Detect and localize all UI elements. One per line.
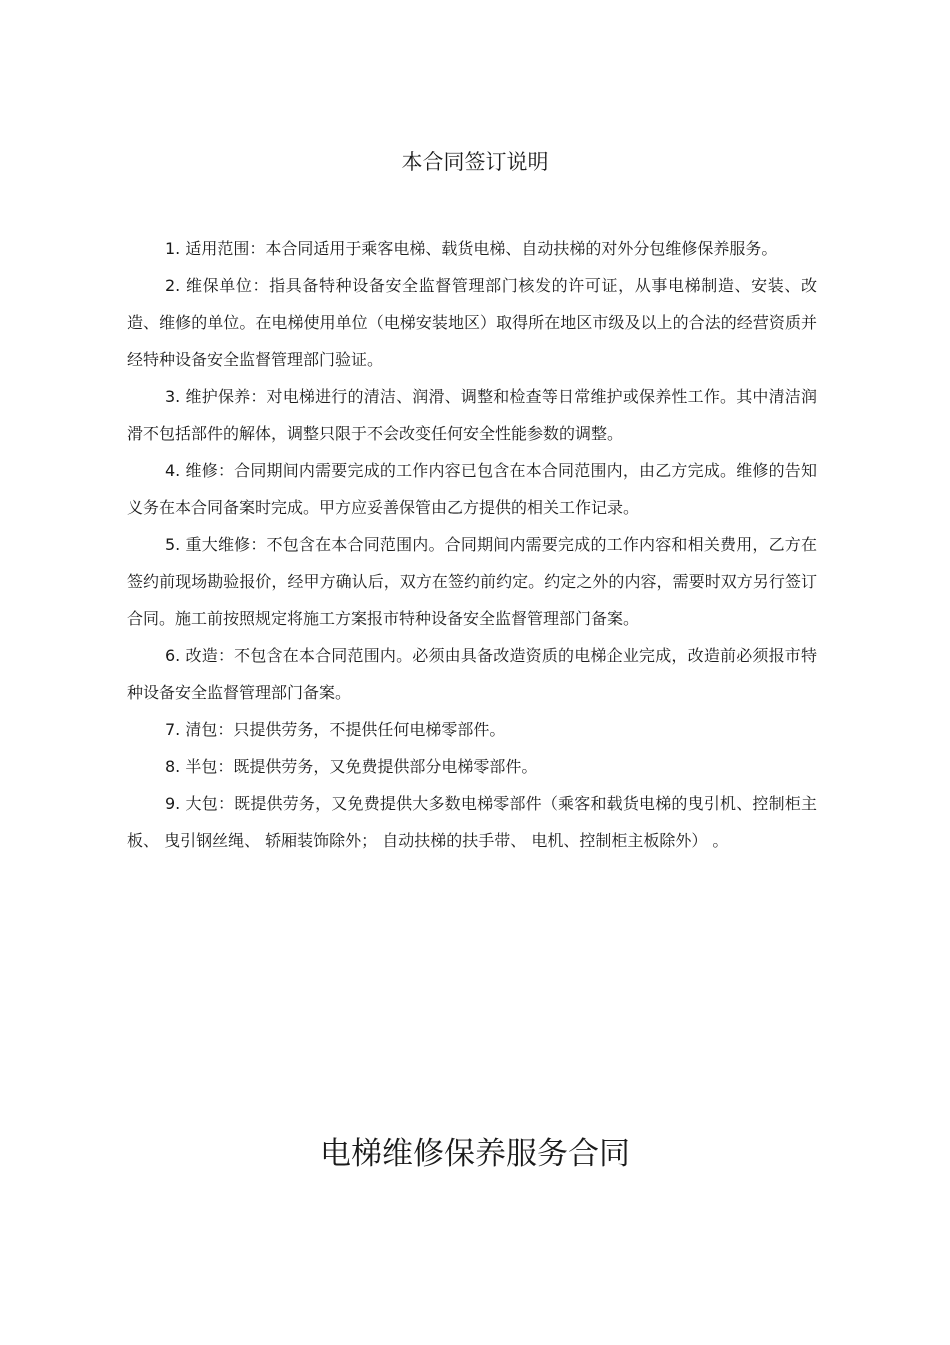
clause-item: 8. 半包：既提供劳务，又免费提供部分电梯零部件。 (165, 757, 538, 776)
clause-item: 6. 改造：不包含在本合同范围内。必须由具备改造资质的电梯企业完成，改造前必须报市特种设备安全监督管理部门备案。 (127, 646, 817, 702)
clause-item: 7. 清包：只提供劳务，不提供任何电梯零部件。 (165, 720, 506, 739)
notes-title: 本合同签订说明 (401, 150, 549, 174)
clause-item: 9. 大包：既提供劳务，又免费提供大多数电梯零部件（乘客和载货电梯的曳引机、控制柜主板、 曳引钢丝绳、 轿厢装饰除外； 自动扶梯的扶手带、 电机、控制柜主板除外） 。 (127, 794, 817, 850)
clause-item: 5. 重大维修：不包含在本合同范围内。合同期间内需要完成的工作内容和相关费用，乙方在签约前现场勘验报价，经甲方确认后，双方在签约前约定。约定之外的内容，需要时双方另行签订合同。施工前按照规定将施工方案报市特种设备安全监督管理部门备案。 (127, 535, 817, 628)
clause-item: 4. 维修：合同期间内需要完成的工作内容已包含在本合同范围内，由乙方完成。维修的告知义务在本合同备案时完成。甲方应妥善保管由乙方提供的相关工作记录。 (127, 461, 817, 517)
clause-item: 2. 维保单位：指具备特种设备安全监督管理部门核发的许可证，从事电梯制造、安装、改造、维修的单位。在电梯使用单位（电梯安装地区）取得所在地区市级及以上的合法的经营资质并经特种设备安全监督管理部门验证。 (127, 276, 817, 369)
clause-list (127, 230, 817, 859)
clause-item: 1. 适用范围：本合同适用于乘客电梯、载货电梯、自动扶梯的对外分包维修保养服务。 (165, 239, 778, 258)
contract-title: 电梯维修保养服务合同 (320, 1136, 630, 1172)
clause-item: 3. 维护保养：对电梯进行的清洁、润滑、调整和检查等日常维护或保养性工作。其中清洁润滑不包括部件的解体，调整只限于不会改变任何安全性能参数的调整。 (127, 387, 817, 443)
